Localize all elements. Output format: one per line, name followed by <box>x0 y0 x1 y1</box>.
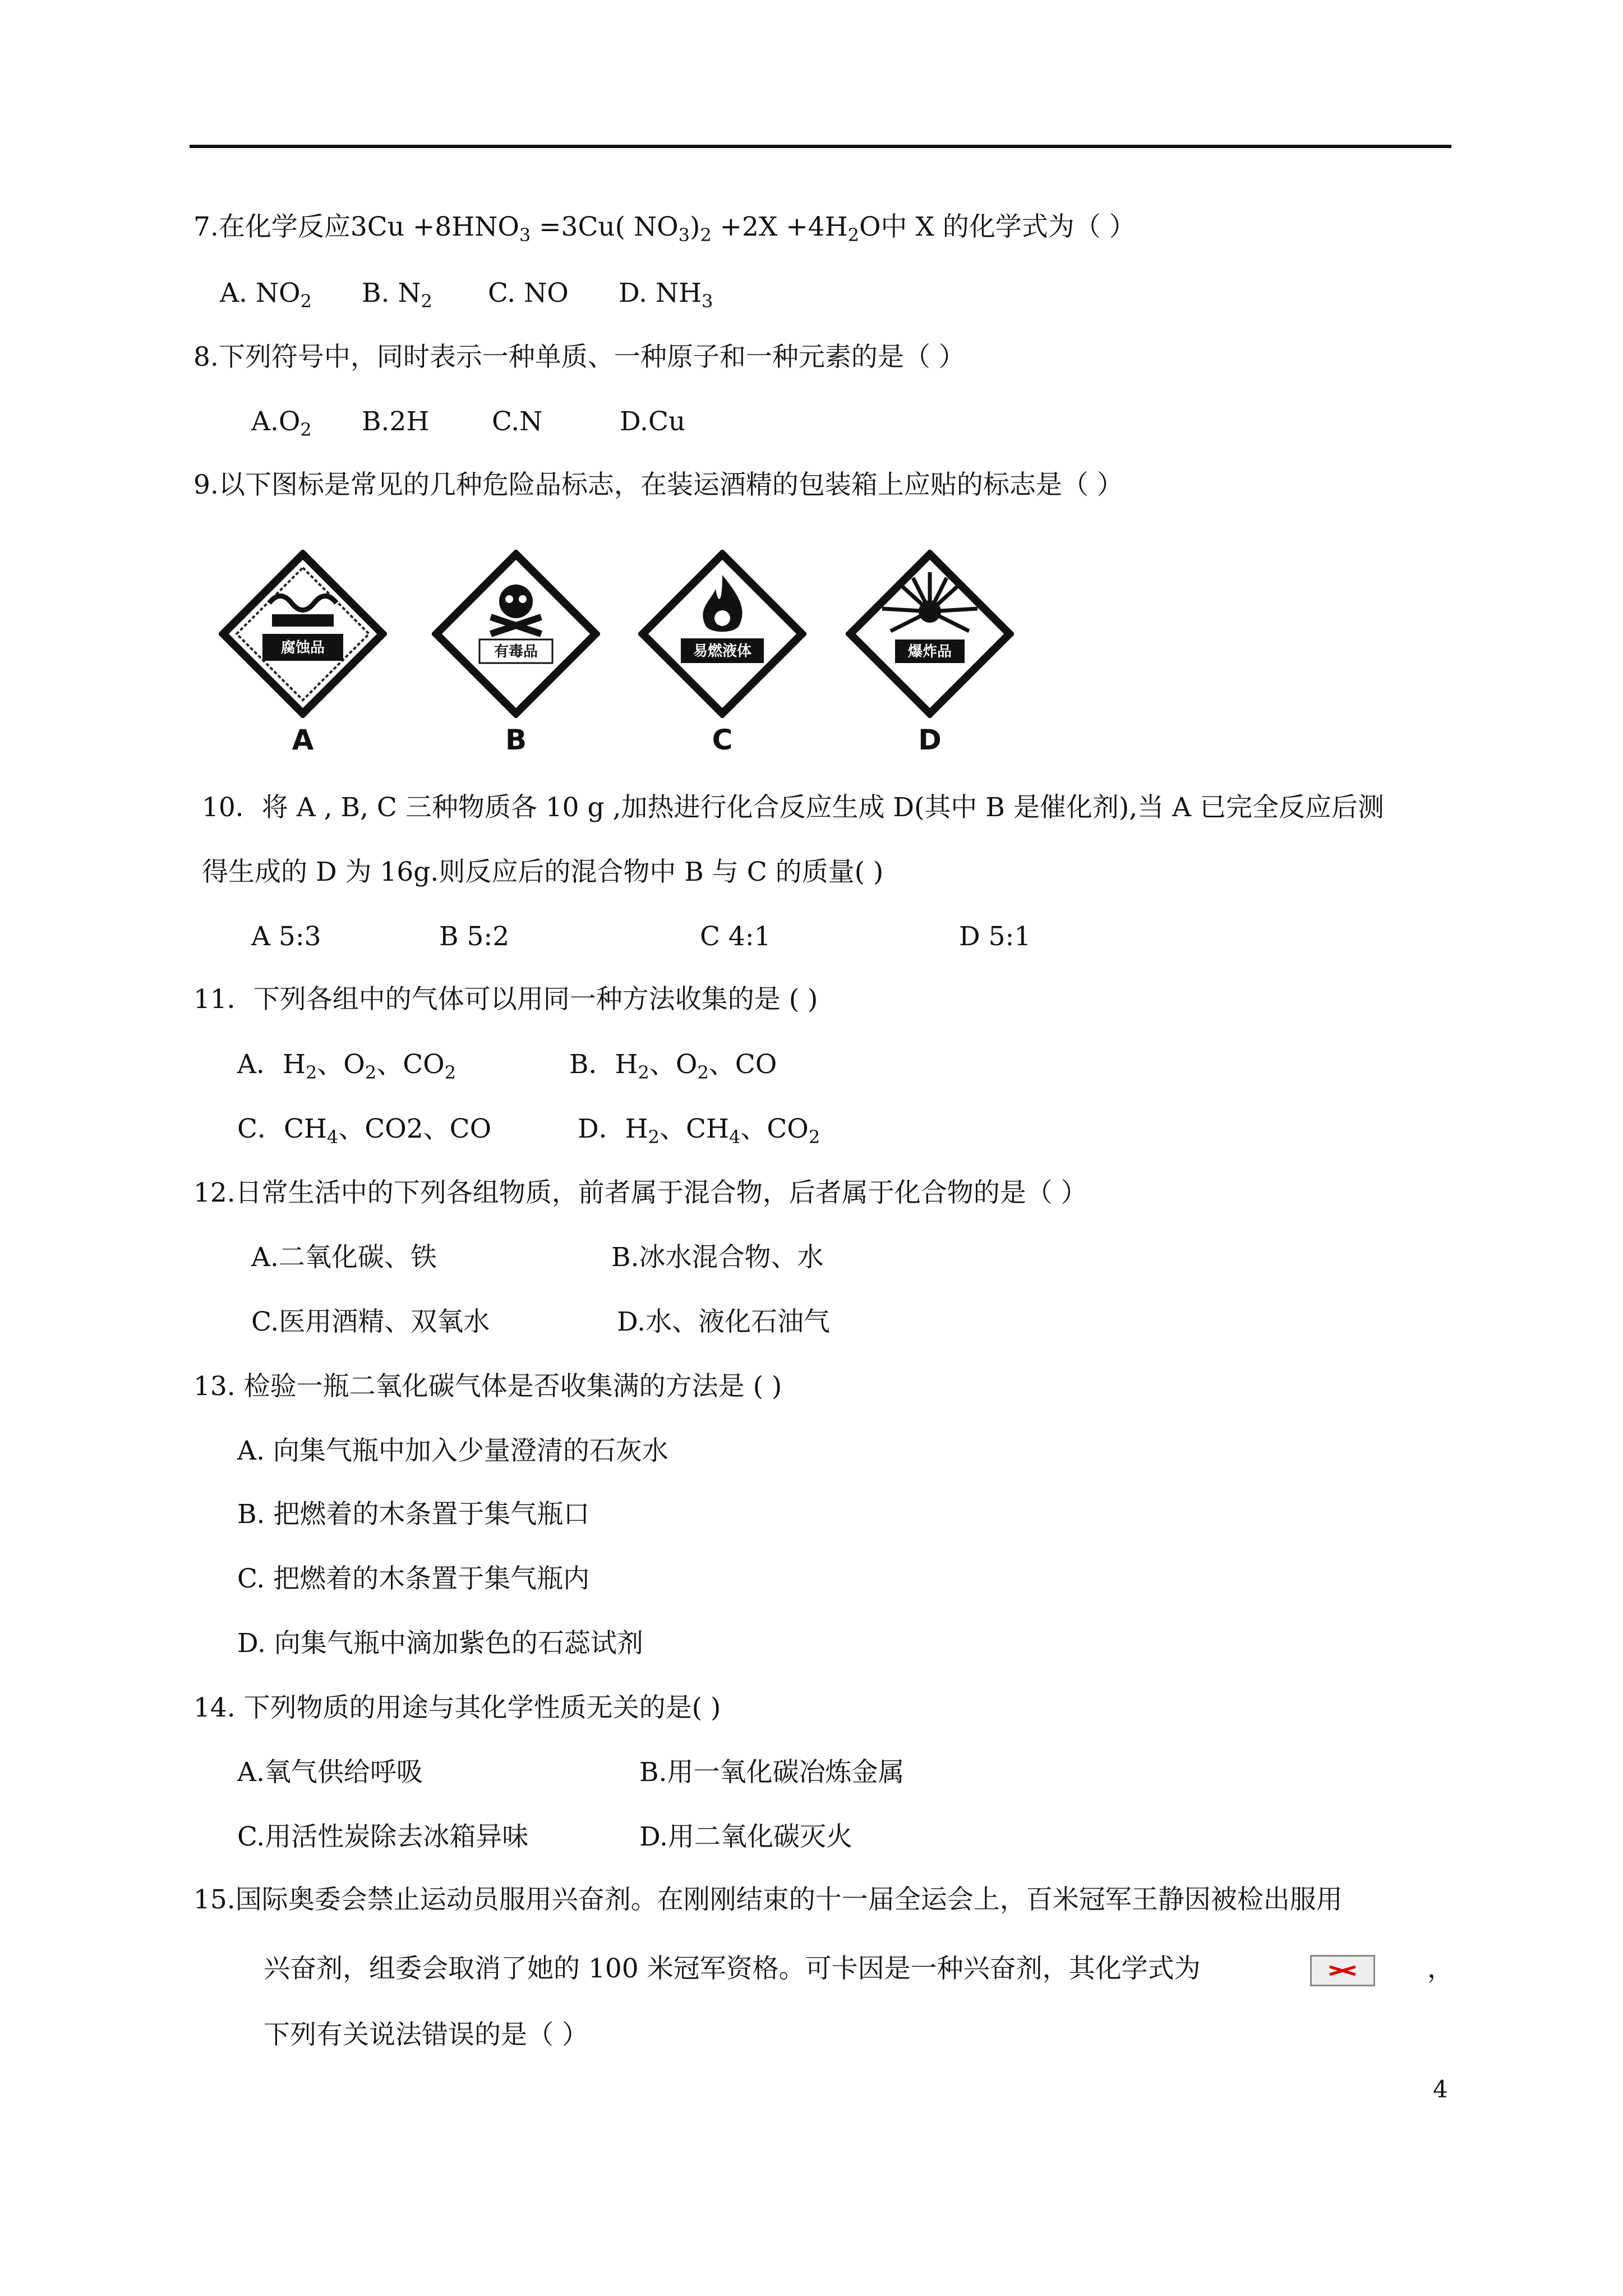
question-11-option-d[interactable]: D．$H_2$、$CH_4$、$CO_2$ <box>578 1114 820 1148</box>
question-13-option-b[interactable]: B. 把燃着的木条置于集气瓶口 <box>237 1499 590 1530</box>
question-8-option-b[interactable]: B.2H <box>362 406 430 437</box>
question-14-option-d[interactable]: D.用二氧化碳灭火 <box>639 1821 852 1852</box>
question-15-stem-line-2-end: ， <box>1427 1953 1454 1984</box>
question-14-option-a[interactable]: A.氧气供给呼吸 <box>237 1757 423 1788</box>
question-10-option-a[interactable]: A 5:3 <box>251 921 321 952</box>
cocaine-formula-image <box>1310 1955 1375 1986</box>
question-8-option-c[interactable]: C.N <box>492 406 543 437</box>
question-8-option-a[interactable]: $A.O_2$ <box>251 406 312 440</box>
question-11-option-c[interactable]: C．$CH_4$、CO2、CO <box>237 1114 492 1148</box>
question-9-stem: 9.以下图标是常见的几种危险品标志，在装运酒精的包装箱上应贴的标志是（ ） <box>193 470 1123 500</box>
question-14-option-b[interactable]: B.用一氧化碳冶炼金属 <box>639 1757 905 1788</box>
question-13-option-d[interactable]: D. 向集气瓶中滴加紫色的石蕊试剂 <box>237 1628 643 1659</box>
question-12-option-a[interactable]: A.二氧化碳、铁 <box>251 1242 437 1273</box>
hazard-sign-d[interactable] <box>846 550 1014 756</box>
broken-image-icon <box>1312 1957 1373 1985</box>
sign-letter-b: B <box>505 724 527 756</box>
question-15-stem-line-3: 下列有关说法错误的是（ ） <box>264 2019 588 2050</box>
sign-letter-d: D <box>918 724 942 756</box>
question-7-option-a[interactable]: A. $NO_2$ <box>220 278 312 312</box>
question-15-stem-line-1: 15.国际奥委会禁止运动员服用兴奋剂。在刚刚结束的十一届全运会上，百米冠军王静因被检出服用 <box>193 1884 1343 1915</box>
question-11-stem: 11．下列各组中的气体可以用同一种方法收集的是 ( ) <box>193 984 818 1015</box>
page-number: 4 <box>1433 2076 1448 2103</box>
question-7-option-b[interactable]: B. $N_2$ <box>362 278 432 312</box>
question-8-option-d[interactable]: D.Cu <box>620 406 686 437</box>
corrosive-icon <box>219 550 387 718</box>
sign-letter-c: C <box>712 724 733 756</box>
question-7-option-d[interactable]: D. $NH_3$ <box>619 278 713 312</box>
question-10-stem-line-1: 10．将 A , B, C 三种物质各 10 g ,加热进行化合反应生成 D(其中 B 是催化剂),当 A 已完全反应后测 <box>202 792 1384 823</box>
question-12-option-c[interactable]: C.医用酒精、双氧水 <box>251 1306 490 1337</box>
svg-text:易燃液体: 易燃液体 <box>693 643 752 660</box>
question-11-option-b[interactable]: B．$H_2$、$O_2$、CO <box>569 1049 777 1083</box>
question-13-stem: 13. 检验一瓶二氧化碳气体是否收集满的方法是 ( ) <box>193 1371 782 1402</box>
question-13-option-c[interactable]: C. 把燃着的木条置于集气瓶内 <box>237 1563 590 1594</box>
hazard-sign-a[interactable] <box>219 550 387 756</box>
sign-letter-a: A <box>292 724 314 756</box>
question-10-option-d[interactable]: D 5:1 <box>959 921 1031 952</box>
question-10-option-b[interactable]: B 5:2 <box>439 921 510 952</box>
question-10-option-c[interactable]: C 4:1 <box>700 921 771 952</box>
question-8-stem: 8.下列符号中，同时表示一种单质、一种原子和一种元素的是（ ） <box>193 342 965 372</box>
question-12-option-d[interactable]: D.水、液化石油气 <box>617 1306 830 1337</box>
question-7-stem: 7.在化学反应$3Cu +8HNO_3 =3Cu$( $NO_3)_2 +2X +4H_2O$中 X 的化学式为（ ） <box>193 211 1136 246</box>
hazard-signs <box>190 550 1020 774</box>
question-7-option-c[interactable]: C. NO <box>488 278 569 309</box>
question-12-stem: 12.日常生活中的下列各组物质，前者属于混合物，后者属于化合物的是（ ） <box>193 1177 1087 1208</box>
question-15-stem-line-2: 兴奋剂，组委会取消了她的 100 米冠军资格。可卡因是一种兴奋剂，其化学式为 <box>264 1953 1201 1984</box>
question-14-stem: 14. 下列物质的用途与其化学性质无关的是( ) <box>193 1692 721 1723</box>
svg-text:有毒品: 有毒品 <box>494 643 538 660</box>
hazard-sign-b[interactable] <box>432 550 600 756</box>
toxic-icon <box>432 550 600 718</box>
question-13-option-a[interactable]: A. 向集气瓶中加入少量澄清的石灰水 <box>237 1435 668 1466</box>
question-10-stem-line-2: 得生成的 D 为 16g.则反应后的混合物中 B 与 C 的质量( ) <box>202 857 884 887</box>
header-rule <box>190 145 1451 148</box>
question-11-option-a[interactable]: A．$H_2$、$O_2$、$CO_2$ <box>237 1049 457 1083</box>
svg-text:腐蚀品: 腐蚀品 <box>280 639 325 656</box>
hazard-sign-c[interactable] <box>638 550 806 756</box>
explosive-icon <box>846 550 1014 718</box>
question-12-option-b[interactable]: B.冰水混合物、水 <box>611 1242 824 1273</box>
flame-icon <box>638 550 806 718</box>
question-14-option-c[interactable]: C.用活性炭除去冰箱异味 <box>237 1821 529 1852</box>
svg-text:爆炸品: 爆炸品 <box>907 643 952 660</box>
